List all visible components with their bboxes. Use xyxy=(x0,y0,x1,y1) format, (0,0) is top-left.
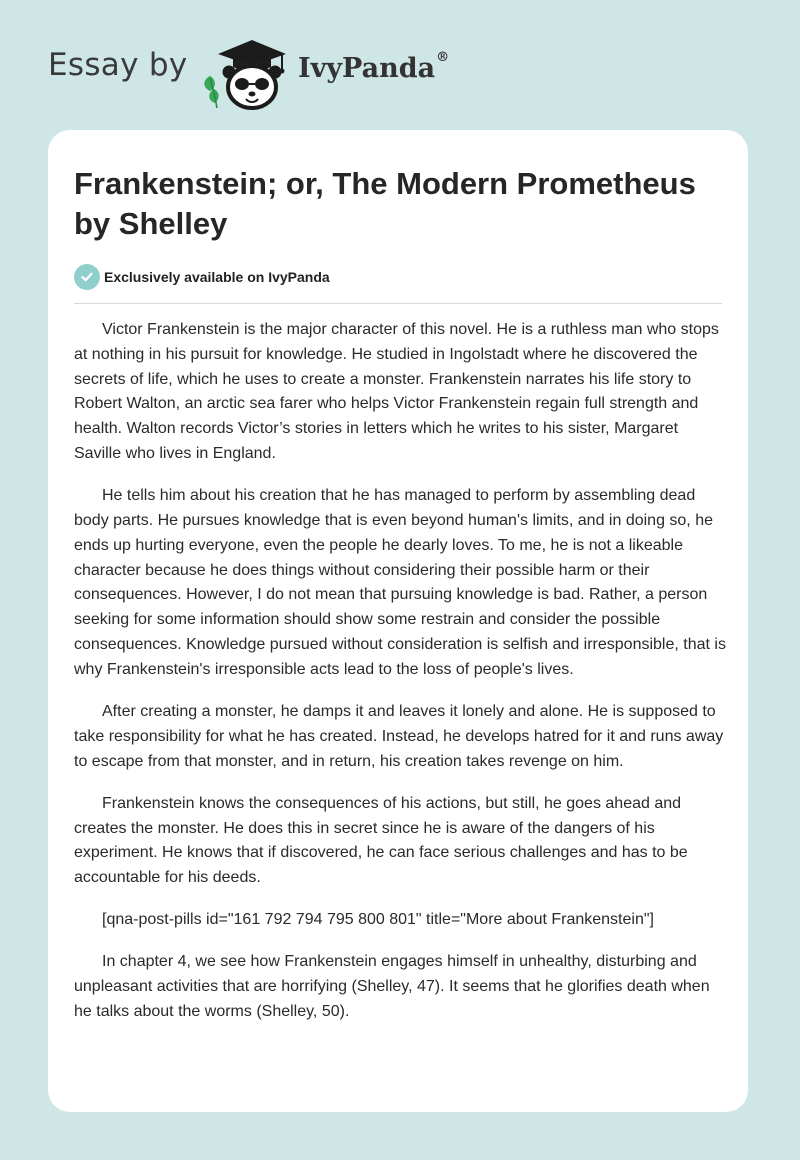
paragraph: Frankenstein knows the consequences of his actions, but still, he goes ahead and creates the monster. He does this in secret since he is aware of the dangers of his experiment. He knows that if discovered, he can face serious challenges and has to be accountable for his deeds. xyxy=(74,794,688,887)
paragraph: Victor Frankenstein is the major character of this novel. He is a ruthless man who stops at nothing in his pursuit for knowledge. He studied in Ingolstadt where he discovered the secrets of life, which he uses to create a monster. Frankenstein narrates his life story to Robert Walton, an arctic sea farer who helps Victor Frankenstein regain full strength and health. Walton records Victor’s stories in letters which he writes to his sister, Margaret Saville who lives in England. xyxy=(74,321,719,462)
panda-logo-icon[interactable] xyxy=(198,36,294,112)
paragraph: After creating a monster, he damps it and leaves it lonely and alone. He is supposed to take responsibility for what he has created. Instead, he develops hatred for it and runs away to escape from that monster, and in return, his creation takes revenge on him. xyxy=(74,702,724,770)
brand-name-text: IvyPanda xyxy=(298,53,436,84)
paragraph: He tells him about his creation that he has managed to perform by assembling dead body parts. He pursues knowledge that is even beyond human's limits, and in doing so, he ends up hurting everyone, even the people he dearly loves. To me, he is not a likeable character because he does things without considering their possible harm or their consequences. However, I do not mean that pursuing knowledge is bad. Rather, a person seeking for some information should show some restrain and consider the possible consequences. Knowledge pursued without consideration is selfish and irresponsible, that is why Frankenstein's irresponsible acts lead to the loss of people's lives. xyxy=(74,487,726,678)
essay-body xyxy=(74,318,726,1042)
trademark-symbol: ® xyxy=(436,50,450,65)
essay-card xyxy=(48,130,748,1112)
checkmark-icon xyxy=(74,264,100,290)
shortcode-paragraph: [qna-post-pills id="161 792 794 795 800 801" title="More about Frankenstein"] xyxy=(102,911,654,929)
exclusive-badge xyxy=(74,264,330,290)
site-header xyxy=(0,0,800,120)
ivy-leaf-icon xyxy=(204,76,218,108)
brand-name[interactable] xyxy=(298,50,450,84)
divider xyxy=(74,303,722,304)
badge-label: Exclusively available on IvyPanda xyxy=(104,269,330,285)
brand-prefix: Essay by xyxy=(48,47,188,83)
essay-title: Frankenstein; or, The Modern Prometheus by Shelley xyxy=(74,166,696,241)
paragraph: In chapter 4, we see how Frankenstein engages himself in unhealthy, disturbing and unpleasant activities that are horrifying (Shelley, 47). It seems that he glorifies death when he talks about the worms (Shelley, 50). xyxy=(74,953,710,1021)
